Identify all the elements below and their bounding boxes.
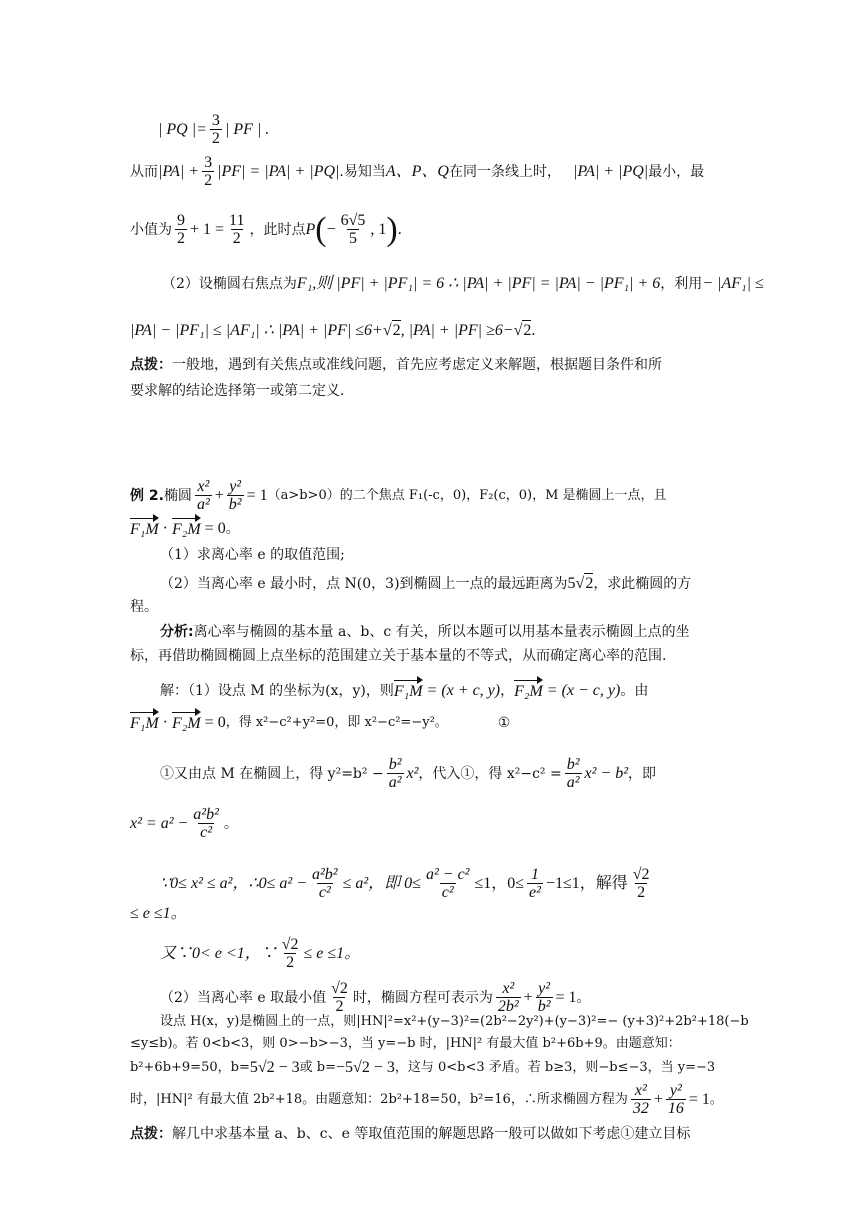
math: = 1: [555, 988, 577, 1006]
fraction: [496, 980, 521, 1015]
text: b²+6b+9=50，b=: [130, 1060, 250, 1075]
math: − |AF₁| ≤: [702, 275, 764, 292]
fraction: [527, 866, 543, 901]
solution-line: [160, 866, 655, 901]
vector: F₁M: [130, 712, 159, 734]
numerator: x²: [197, 478, 210, 495]
denominator: b²: [228, 496, 242, 513]
math: F₁: [296, 275, 313, 292]
numerator: b²: [566, 756, 580, 773]
text: 要求解的结论选择第一或第二定义.: [130, 383, 345, 399]
denominator: 2: [335, 998, 344, 1015]
math: ≤1，0≤: [474, 874, 525, 892]
circled-number: ①: [497, 715, 511, 731]
text: ≤y≤b)。若 0<b<3，则 0>−b>−3，当 y=−b 时，|HN|² 有最大值 b²+6b+9。由题意知：: [130, 1036, 681, 1051]
text: 。: [576, 989, 591, 1006]
text: 。: [709, 1091, 723, 1107]
denominator: 2: [232, 230, 241, 247]
text: 或 b=: [299, 1060, 337, 1075]
tip-line: [130, 355, 662, 375]
fraction: [195, 478, 212, 513]
math: .: [531, 321, 536, 339]
math: −5√2 − 3: [336, 1059, 395, 1076]
text: 小值为: [130, 221, 172, 238]
analysis-line: [130, 646, 666, 666]
math: ,则 |PF| + |PF₁| = 6 ∴ |PA| + |PF| = |PA| − |PF₁| + 6: [312, 275, 661, 292]
vector: F₂M: [172, 712, 201, 734]
vector: F₁M: [394, 680, 423, 702]
math: +: [523, 988, 533, 1006]
text: 离心率与椭圆的基本量 a、b、c 有关，所以本题可以用基本量表示椭圆上点的坐: [193, 624, 690, 640]
denominator: b²: [537, 998, 551, 1015]
math: 又∵0< e <1，∵: [160, 944, 277, 962]
numerator: 11: [229, 212, 245, 229]
solution-line: [160, 680, 648, 702]
text: | PQ |=: [158, 120, 207, 138]
question-2-cont: [130, 597, 158, 617]
denominator: 32: [632, 1100, 649, 1117]
math: 5: [567, 574, 576, 592]
denominator: c²: [318, 884, 331, 901]
denominator: e²: [529, 884, 541, 901]
math: |PA| − |PF₁| ≤ |AF₁| ∴ |PA| + |PF| ≤6+: [130, 321, 383, 339]
text: 。: [223, 815, 238, 832]
solution-line: [130, 1034, 681, 1054]
tip-line: [130, 1124, 690, 1144]
numerator: 9: [177, 212, 185, 229]
paren: (: [315, 210, 327, 248]
math: ·: [162, 520, 168, 537]
math: x² = a² −: [130, 814, 189, 832]
denominator: 2: [211, 130, 220, 147]
numerator: b²: [388, 756, 402, 773]
denominator: 2b²: [497, 998, 519, 1015]
tip-line: [130, 381, 344, 401]
text: 一般地，遇到有关焦点或准线问题，首先应考虑定义来解题，根据题目条件和所: [172, 357, 662, 373]
math: |PA| +: [158, 162, 200, 180]
fraction: [565, 756, 582, 791]
math: 2: [392, 322, 401, 339]
text: ，代入①，得 x²−c² =: [418, 765, 562, 782]
text: ，利用: [660, 276, 703, 292]
numerator: √2: [632, 866, 650, 883]
denominator: a²: [196, 496, 210, 513]
numerator: x²: [634, 1082, 647, 1099]
vector: F₂M: [172, 518, 201, 540]
analysis-line: [160, 622, 690, 642]
fraction: [227, 212, 246, 247]
denominator: c²: [200, 824, 213, 841]
eq-pq: [158, 112, 269, 147]
text: .易知当: [339, 163, 386, 180]
text: 时，|HN|² 有最大值 2b²+18。由题意知：2b²+18=50，b²=16，∴所求椭圆方程为: [130, 1091, 628, 1107]
fraction: [280, 936, 301, 971]
vector-eq: [130, 518, 240, 540]
numerator: y²: [538, 980, 551, 997]
fraction: [191, 806, 221, 841]
solution-line: [160, 756, 656, 791]
text: 在同一条线上时，: [448, 163, 561, 180]
denominator: a²: [566, 774, 580, 791]
math: 5√2 − 3: [249, 1059, 300, 1076]
fraction: [329, 980, 350, 1015]
math: P: [305, 220, 316, 238]
text: 程。: [130, 599, 158, 615]
text: 时，椭圆方程可表示为: [352, 989, 493, 1006]
fraction: [210, 112, 222, 147]
text: | PF | .: [224, 120, 270, 138]
para-line: [130, 154, 704, 189]
solution-line: [130, 904, 187, 924]
math: A、P、Q: [385, 162, 449, 180]
question-2: （2）当离心率 e 最小时，点 N(0，3)到椭圆上一点的最远距离为 5 √ 2 ，求此椭圆的方: [160, 574, 692, 592]
denominator: 2: [177, 230, 185, 247]
para-line: 小值为 $\frac{9}{2}$ + 1 = $\frac{11}{2}$ ，此时点 P ( − $\frac{6√5}{5}$ , 1 ) .: [130, 210, 402, 248]
fraction: [631, 1082, 651, 1117]
text: ①又由点 M 在椭圆上，得 y²=b² −: [160, 765, 384, 782]
fraction: [202, 154, 214, 189]
fraction: [387, 756, 404, 791]
numerator: a²b²: [193, 806, 219, 823]
denominator: c²: [441, 884, 454, 901]
math: +: [653, 1090, 663, 1108]
math: = 0: [204, 714, 226, 731]
question-1: [160, 545, 345, 565]
para-line: [162, 274, 764, 294]
math: x²: [406, 764, 419, 782]
text: 标，再借助椭圆椭圆上点坐标的范围建立关于基本量的不等式，从而确定离心率的范围.: [130, 648, 667, 664]
text: 。由: [620, 683, 649, 699]
text: 解：（1）设点 M 的坐标为(x，y)，则: [160, 683, 394, 699]
math: |PF| = |PA| + |PQ|: [217, 162, 340, 180]
fraction: [339, 212, 368, 247]
text: ，即: [628, 765, 657, 782]
text: （1）求离心率 e 的取值范围;: [160, 547, 345, 563]
denominator: 2: [286, 954, 295, 971]
numerator: a²b²: [312, 866, 338, 883]
text: 设点 H(x，y)是椭圆上的一点，则|HN|²=x²+(y−3)²=(2b²−2y²)+(y−3)²=− (y+3)²+2b²+18(−b: [160, 1014, 749, 1029]
math: ∵0≤ x² ≤ a²，∴0≤ a² −: [160, 874, 307, 892]
math: ≤ a²，即 0≤: [342, 874, 421, 892]
numerator: 6√5: [340, 212, 366, 229]
math: , |PA| + |PF| ≥6−: [400, 321, 514, 339]
text: 最小，最: [648, 163, 705, 180]
vector: F₂M: [514, 680, 543, 702]
math: ≤ e ≤1。: [130, 905, 187, 922]
text: ，求此椭圆的方: [593, 575, 692, 592]
label: 点拨：: [130, 1126, 172, 1142]
denominator: 2: [204, 172, 213, 189]
label: 例 2.: [130, 487, 164, 504]
math: = (x − c, y): [546, 682, 621, 699]
math: 2: [523, 322, 532, 339]
numerator: 3: [204, 154, 213, 171]
solution-line: [160, 936, 360, 971]
math: = 1: [246, 486, 268, 504]
denominator: 16: [667, 1100, 684, 1117]
solution-line: [160, 1012, 749, 1032]
text: （2）当离心率 e 取最小值: [160, 989, 327, 1006]
text: ，这与 0<b<3 矛盾。若 b≥3，则−b≤−3，当 y=−3: [394, 1060, 716, 1075]
math: = 1: [688, 1090, 710, 1108]
math: x² − b²: [584, 764, 629, 782]
fraction: [666, 1082, 686, 1117]
numerator: y²: [229, 478, 242, 495]
text: 。: [225, 521, 240, 537]
math: ≤ e ≤1。: [303, 944, 361, 962]
numerator: √2: [331, 980, 348, 997]
denominator: 2: [637, 884, 646, 901]
math: −1≤1，解得: [545, 874, 628, 892]
para-line: |PA| − |PF₁| ≤ |AF₁| ∴ |PA| + |PF| ≤6+ √ 2 , |PA| + |PF| ≥6− √ 2 .: [130, 321, 536, 339]
numerator: x²: [502, 980, 515, 997]
fraction: [310, 866, 340, 901]
solution-line: [130, 1058, 715, 1078]
math: , 1: [370, 220, 387, 238]
solution-line: [160, 980, 591, 1015]
math: ·: [162, 714, 168, 731]
text: 解几中求基本量 a、b、c、e 等取值范围的解题思路一般可以做如下考虑①建立目标: [172, 1126, 691, 1142]
text: ，此时点: [249, 221, 306, 238]
numerator: 1: [531, 866, 539, 883]
text: 从而: [130, 163, 158, 180]
label: 分析:: [160, 624, 194, 640]
math: +: [214, 486, 224, 504]
fraction: [424, 866, 472, 901]
solution-line: [130, 806, 238, 841]
text: 椭圆: [163, 487, 192, 504]
math: 2: [585, 575, 594, 592]
text: ，: [500, 683, 515, 699]
denominator: 5: [348, 230, 357, 247]
fraction: [536, 980, 553, 1015]
math: |PA| + |PQ|: [572, 162, 649, 180]
text: （a>b>0）的二个焦点 F₁(-c，0)，F₂(c，0)，M 是椭圆上一点，且: [267, 487, 667, 503]
solution-line: [130, 1082, 723, 1117]
label: 点拨：: [130, 357, 172, 373]
text: （2）设椭圆右焦点为: [162, 276, 297, 292]
example-heading: [130, 478, 667, 513]
paren: ): [386, 210, 398, 248]
math: = 0: [204, 520, 226, 537]
denominator: a²: [388, 774, 402, 791]
math: = (x + c, y): [426, 682, 501, 699]
text: ，得 x²−c²+y²=0，即 x²−c²=−y²。: [225, 715, 448, 730]
numerator: 3: [211, 112, 220, 129]
vector: F₁M: [130, 518, 159, 540]
numerator: a² − c²: [425, 866, 470, 883]
fraction: [227, 478, 244, 513]
fraction: [175, 212, 187, 247]
text: （2）当离心率 e 最小时，点 N(0，3)到椭圆上一点的最远距离为: [160, 575, 568, 592]
numerator: y²: [669, 1082, 682, 1099]
numerator: √2: [281, 936, 299, 953]
math: + 1 =: [190, 220, 225, 238]
fraction: [631, 866, 652, 901]
solution-line: [130, 712, 510, 734]
